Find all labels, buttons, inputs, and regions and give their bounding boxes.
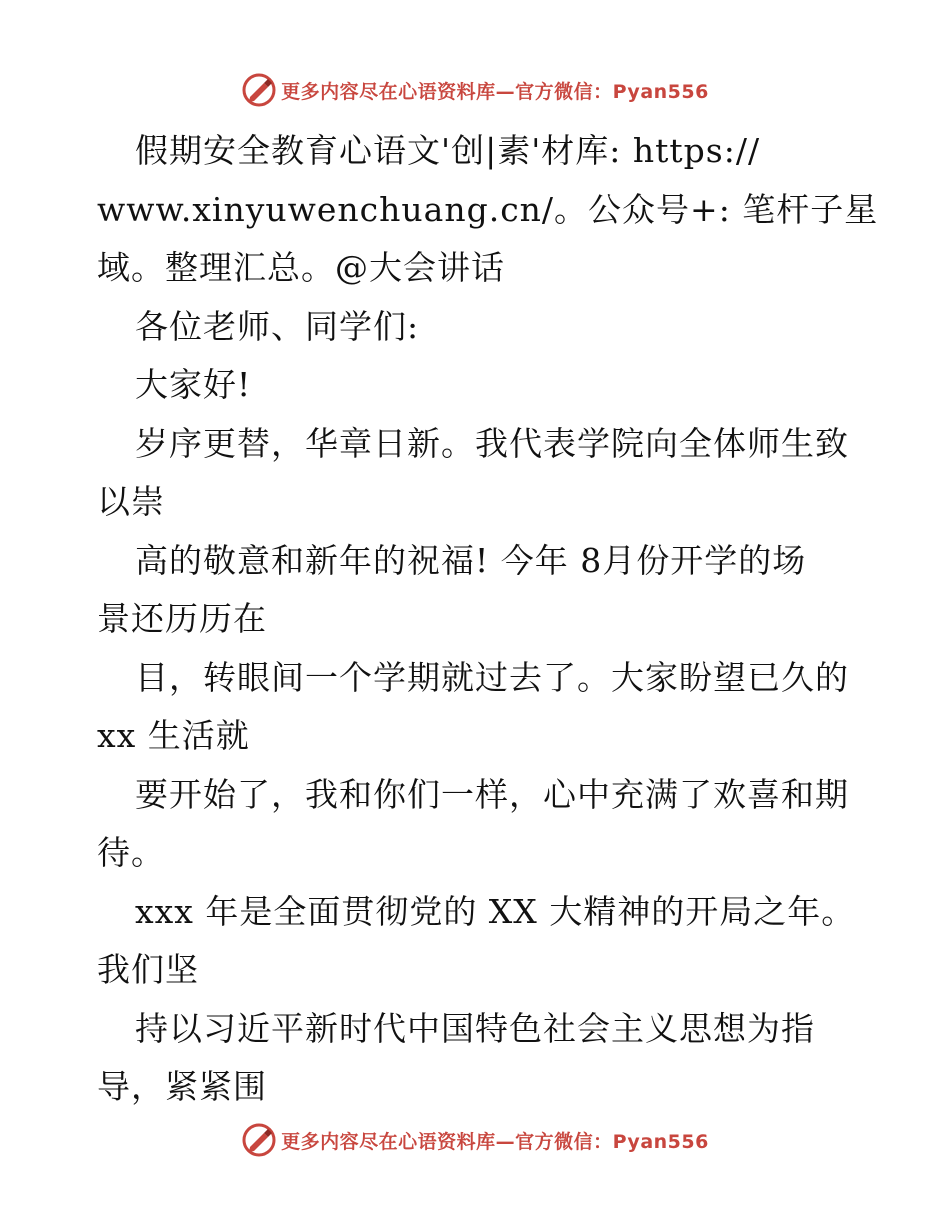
pen-circle-logo-icon (241, 72, 277, 108)
document-line: 大家好! (135, 365, 252, 404)
document-line: 各位老师、同学们: (135, 306, 420, 346)
document-line: xx 生活就 (97, 716, 250, 755)
document-line: 假期安全教育心语文'创|素'材库: https:// (135, 131, 761, 170)
document-line: 要开始了，我和你们一样，心中充满了欢喜和期 (135, 774, 849, 814)
footer-banner (0, 1120, 950, 1160)
document-line: 持以习近平新时代中国特色社会主义思想为指 (135, 1008, 815, 1048)
document-line: 导，紧紧围 (97, 1067, 267, 1106)
document-line: xxx 年是全面贯彻党的 XX 大精神的开局之年。 (135, 891, 856, 931)
footer-banner-text: 更多内容尽在心语资料库—官方微信：Pyan556 (281, 1130, 709, 1153)
document-body (97, 122, 879, 1117)
document-line: 岁序更替，华章日新。我代表学院向全体师生致 (135, 423, 849, 463)
document-line: 景还历历在 (97, 599, 267, 638)
document-line: 待。 (97, 833, 165, 872)
document-line: 域。整理汇总。@大会讲话 (97, 248, 505, 287)
pen-circle-logo-icon (241, 1122, 277, 1158)
document-line: www.xinyuwenchuang.cn/。公众号+: 笔杆子星 (97, 189, 879, 229)
document-line: 目，转眼间一个学期就过去了。大家盼望已久的 (135, 657, 849, 697)
document-line: 高的敬意和新年的祝福! 今年 8月份开学的场 (135, 540, 807, 580)
header-banner (0, 70, 950, 110)
document-line: 我们坚 (97, 950, 199, 989)
document-line: 以崇 (97, 482, 165, 521)
header-banner-text: 更多内容尽在心语资料库—官方微信：Pyan556 (281, 80, 709, 103)
